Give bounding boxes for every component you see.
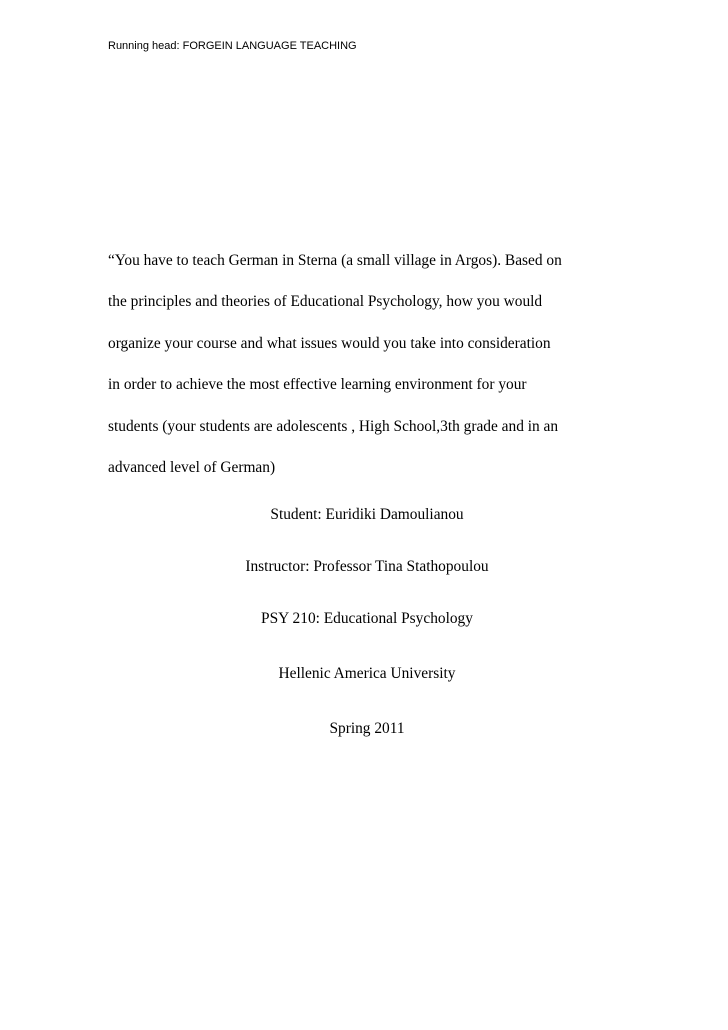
instructor-name: Instructor: Professor Tina Stathopoulou: [245, 558, 489, 575]
university-name: Hellenic America University: [278, 665, 456, 682]
prompt-line: students (your students are adolescents , High School,3th grade and in an: [108, 417, 559, 435]
prompt-line: in order to achieve the most effective learning environment for your: [108, 376, 527, 394]
prompt-line: the principles and theories of Educational Psychology, how you would: [108, 293, 543, 311]
term: Spring 2011: [329, 720, 405, 737]
student-name: Student: Euridiki Damoulianou: [270, 506, 464, 523]
prompt-line: “You have to teach German in Sterna (a small village in Argos). Based on: [108, 252, 562, 269]
running-head: Running head: FORGEIN LANGUAGE TEACHING: [108, 40, 357, 52]
prompt-line: advanced level of German): [108, 458, 276, 476]
course-name: PSY 210: Educational Psychology: [261, 610, 473, 627]
assignment-prompt: [108, 247, 648, 495]
prompt-line: organize your course and what issues would you take into consideration: [108, 334, 551, 352]
